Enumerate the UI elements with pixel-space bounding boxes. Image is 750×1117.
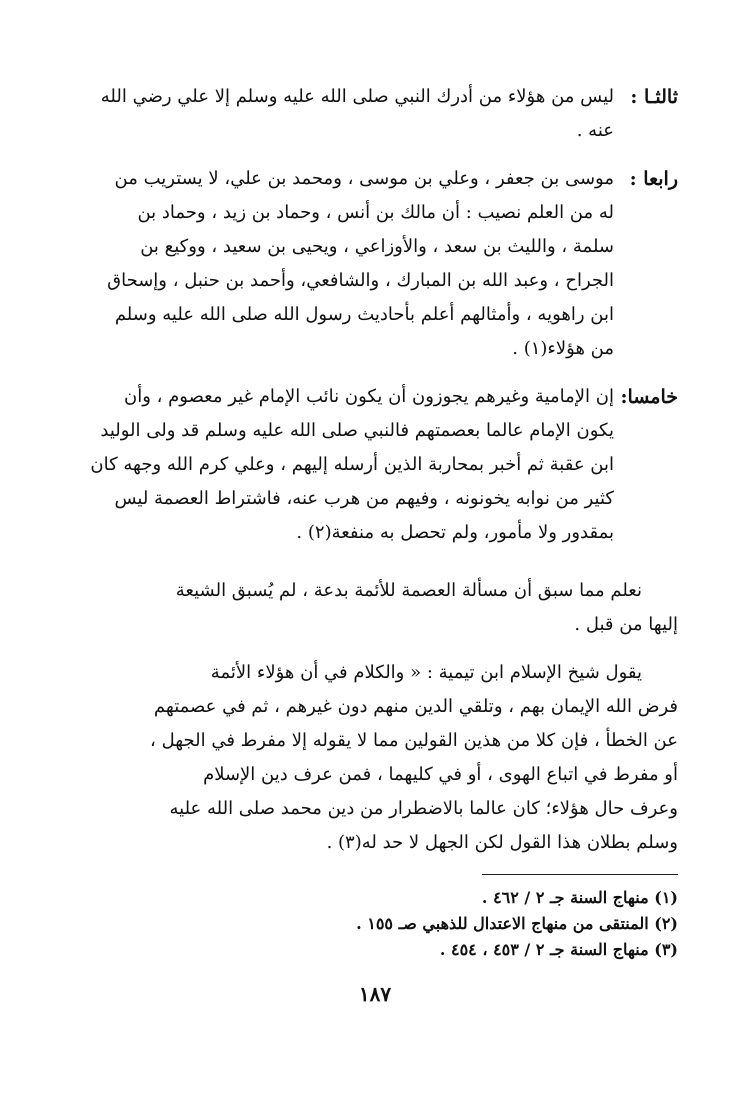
text-line: موسى بن جعفر ، وعلي بن موسى ، ومحمد بن علي، لا يستريب من [114,168,614,189]
text-line: عن الخطأ ، فإن كلا من هذين القولين مما لا يقوله إلا مفرط في الجهل ، [150,730,678,751]
item-body [60,380,614,550]
text-line: فرض الله الإيمان بهم ، وتلقي الدين منهم دون غيرهم ، ثم في عصمتهم [153,696,678,717]
item-label: خامسا: [620,386,678,408]
text-line: سلمة ، والليث بن سعد ، والأوزاعي ، ويحيى بن سعيد ، ووكيع بن [140,236,614,257]
text-line: من هؤلاء(١) . [512,338,614,359]
footnotes [60,885,678,963]
item-body [60,162,614,366]
text-line: كثير من نوابه يخونونه ، وفيهم من هرب عنه، فاشتراط العصمة ليس [114,488,614,509]
item-body [60,80,614,148]
body-paragraph [60,574,678,642]
text-line: يقول شيخ الإسلام ابن تيمية : « والكلام في أن هؤلاء الأئمة [210,662,642,683]
text-line: وعرف حال هؤلاء؛ كان عالما بالاضطرار من دين محمد صلى الله عليه [169,798,678,819]
text-line: إليها من قبل . [574,614,678,635]
item-label: رابعا : [629,168,678,190]
text-line: إن الإمامية وغيرهم يجوزون أن يكون نائب الإمام غير معصوم ، وأن [123,386,614,407]
list-item-fourth [60,162,678,366]
footnote-divider [482,874,678,875]
list-item-third [60,80,678,148]
quote-paragraph [60,656,678,860]
text-line: وسلم بطلان هذا القول لكن الجهل لا حد له(٣) . [326,832,678,853]
text-line: بمقدور ولا مأمور، ولم تحصل به منفعة(٢) . [296,522,614,543]
text-line: ابن عقبة ثم أخبر بمحاربة الذين أرسله إليهم ، وعلي كرم الله وجهه كان [90,454,614,475]
page-number: ١٨٧ [358,982,392,1006]
list-item-fifth [60,380,678,550]
text-line: الجراح ، وعبد الله بن المبارك ، والشافعي، وأحمد بن حنبل ، وإسحاق [107,270,614,291]
text-line: ابن راهويه ، وأمثالهم أعلم بأحاديث رسول الله صلى الله عليه وسلم [114,304,614,325]
item-label: ثالثـا : [630,86,678,108]
text-line: له من العلم نصيب : أن مالك بن أنس ، وحماد بن زيد ، وحماد بن [137,202,614,223]
text-line: أو مفرط في اتباع الهوى ، أو في كليهما ، فمن عرف دين الإسلام [203,764,678,785]
text-line: ليس من هؤلاء من أدرك النبي صلى الله عليه وسلم إلا علي رضي الله [100,86,614,107]
book-page [60,80,678,963]
text-line: يكون الإمام عالما بعصمتهم فالنبي صلى الله عليه وسلم قد ولى الوليد [100,420,614,441]
footnote: (٢) المنتقى من منهاج الاعتدال للذهبي صـ ١٥٥ . [356,914,678,933]
footnote: (٣) منهاج السنة جـ ٢ / ٤٥٣ ، ٤٥٤ . [439,940,678,959]
text-line: نعلم مما سبق أن مسألة العصمة للأئمة بدعة ، لم يُسبق الشيعة [175,580,642,601]
footnote: (١) منهاج السنة جـ ٢ / ٤٦٢ . [481,888,678,907]
text-line: عنه . [576,120,614,141]
